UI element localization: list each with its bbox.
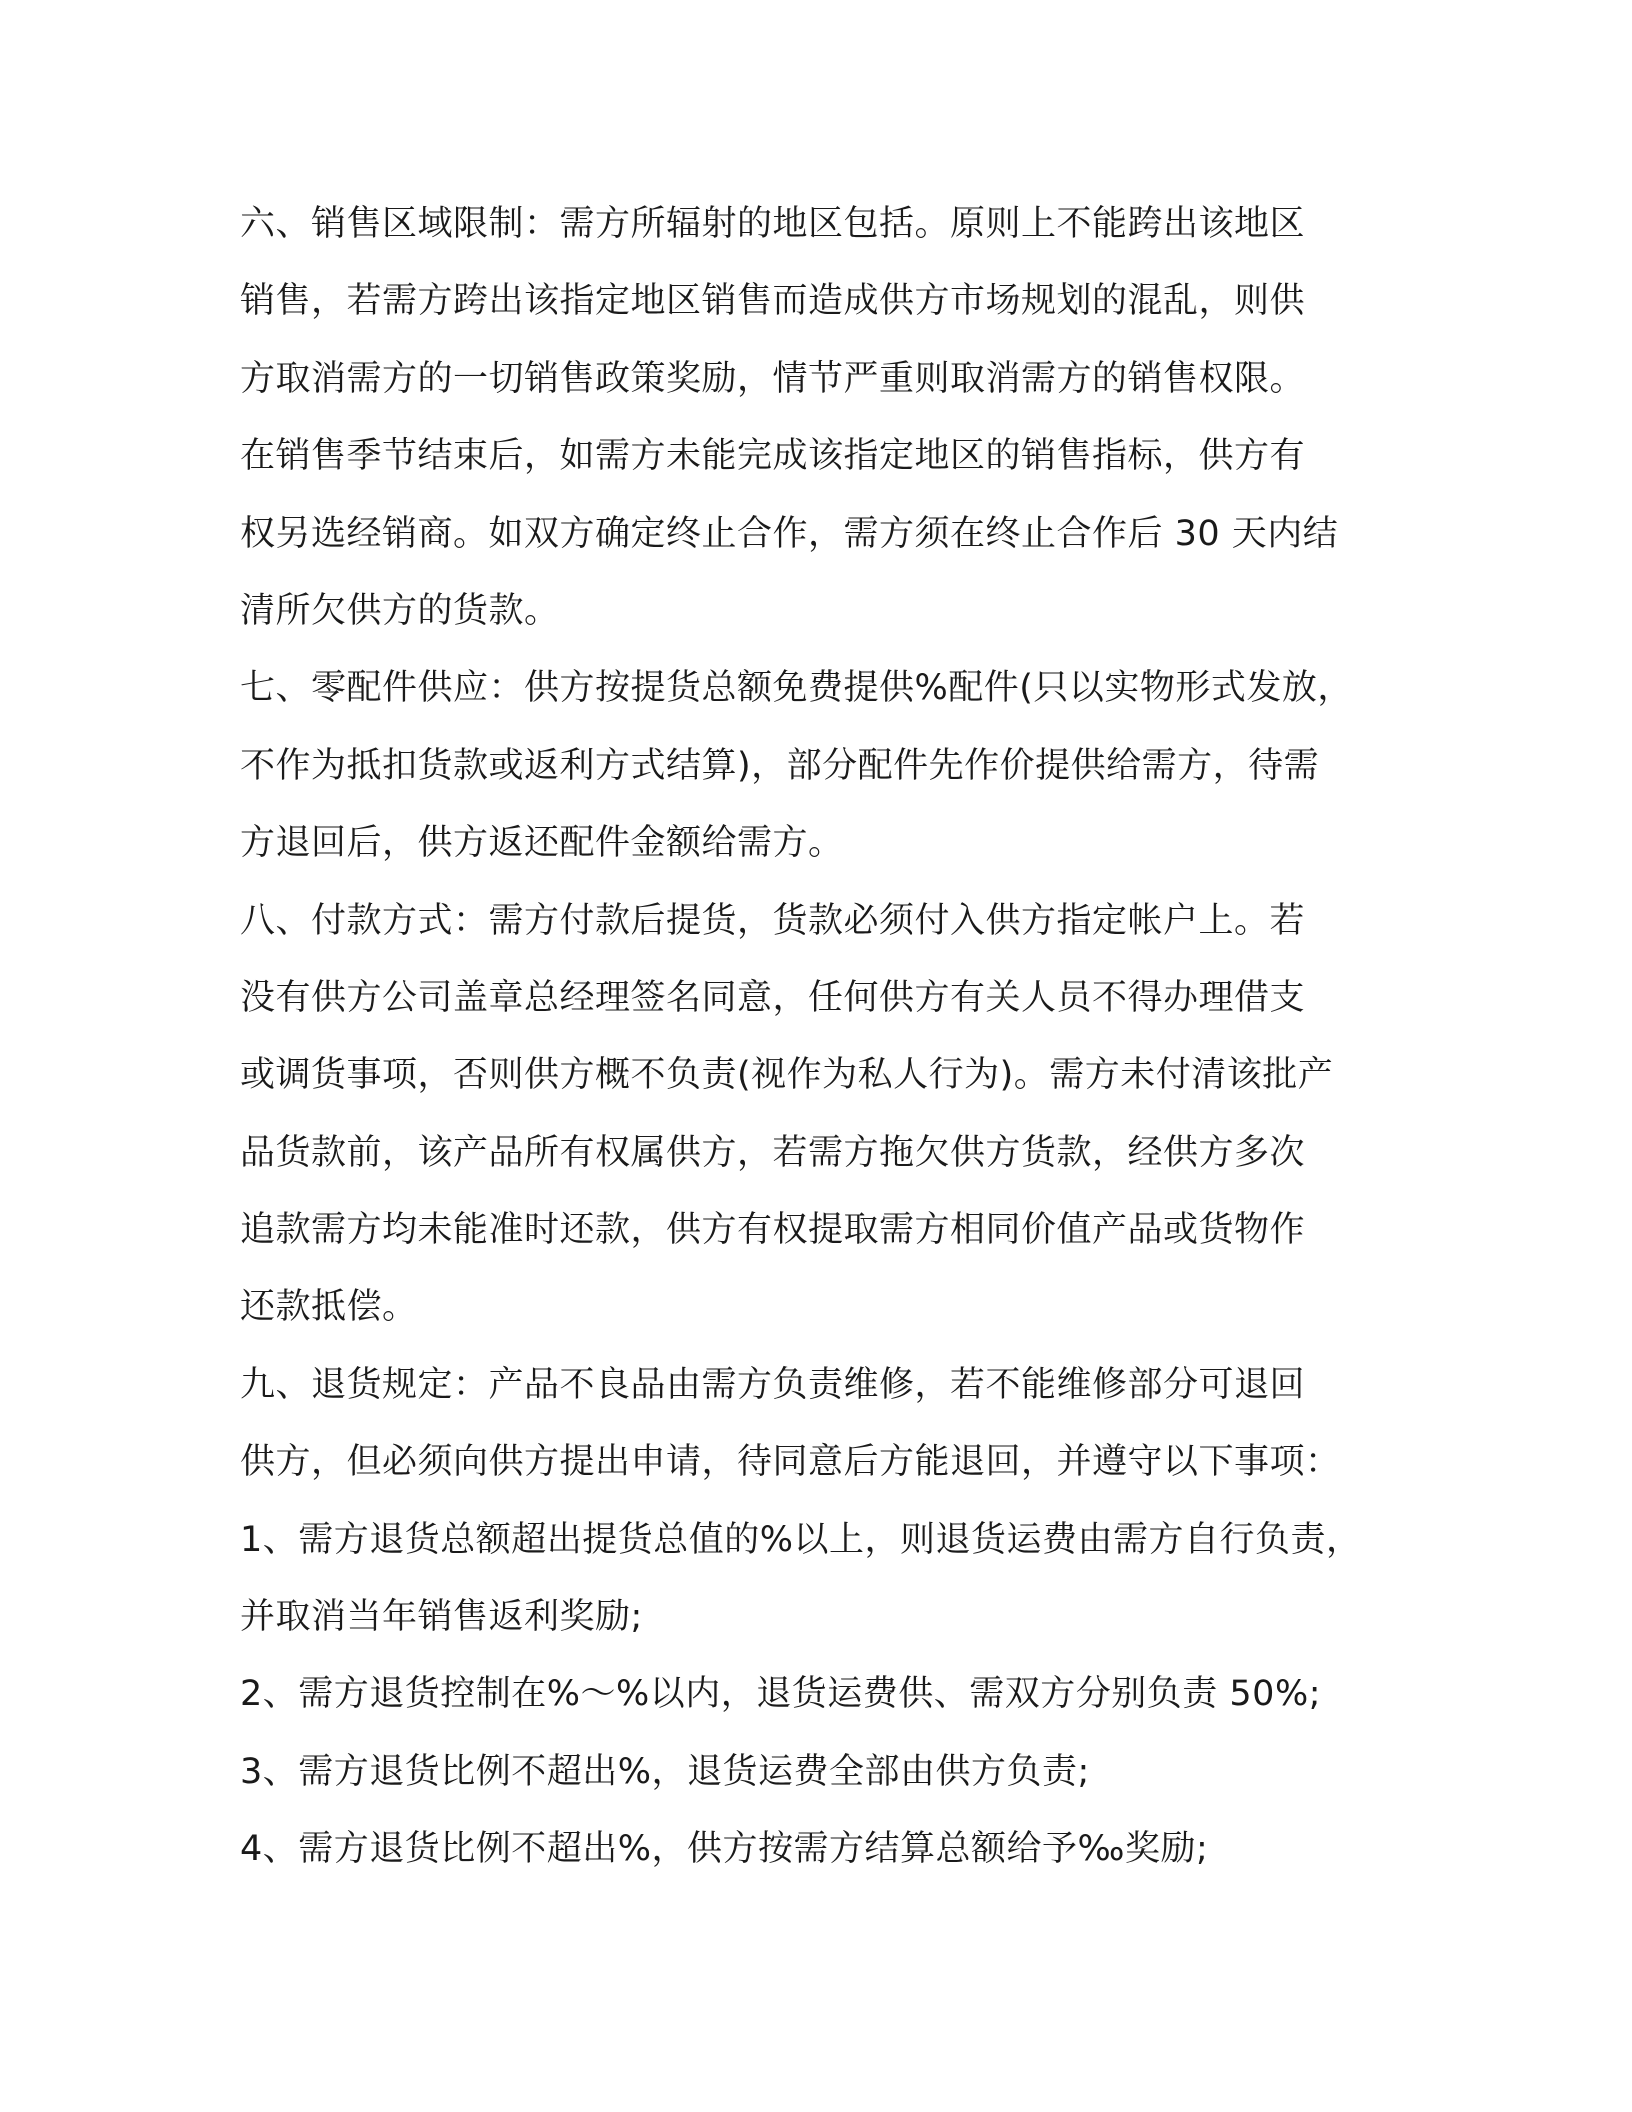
text-line: 或调货事项，否则供方概不负责(视作为私人行为)。需方未付清该批产 bbox=[240, 1055, 1334, 1096]
text-line: 七、零配件供应：供方按提货总额免费提供%配件(只以实物形式发放， bbox=[240, 668, 1353, 709]
text-line: 权另选经销商。如双方确定终止合作，需方须在终止合作后 30 天内结 bbox=[240, 513, 1339, 554]
text-line: 八、付款方式：需方付款后提货，货款必须付入供方指定帐户上。若 bbox=[240, 900, 1306, 941]
text-line: 还款抵偿。 bbox=[240, 1287, 418, 1328]
text-line: 销售，若需方跨出该指定地区销售而造成供方市场规划的混乱，则供 bbox=[240, 281, 1306, 322]
text-line: 供方，但必须向供方提出申请，待同意后方能退回，并遵守以下事项： bbox=[240, 1442, 1341, 1483]
text-line: 品货款前，该产品所有权属供方，若需方拖欠供方货款，经供方多次 bbox=[240, 1132, 1306, 1173]
text-line: 2、需方退货控制在%～%以内，退货运费供、需双方分别负责 50%; bbox=[240, 1674, 1321, 1715]
document-body bbox=[240, 186, 1410, 1889]
text-line: 清所欠供方的货款。 bbox=[240, 590, 560, 631]
text-line: 在销售季节结束后，如需方未能完成该指定地区的销售指标，供方有 bbox=[240, 436, 1306, 477]
text-line: 六、销售区域限制：需方所辐射的地区包括。原则上不能跨出该地区 bbox=[240, 204, 1306, 244]
text-line: 方退回后，供方返还配件金额给需方。 bbox=[240, 823, 844, 864]
text-line: 不作为抵扣货款或返利方式结算)，部分配件先作价提供给需方，待需 bbox=[240, 745, 1320, 786]
text-line: 3、需方退货比例不超出%，退货运费全部由供方负责; bbox=[240, 1751, 1090, 1792]
text-line: 没有供方公司盖章总经理签名同意，任何供方有关人员不得办理借支 bbox=[240, 977, 1306, 1018]
text-line: 并取消当年销售返利奖励; bbox=[240, 1597, 643, 1638]
text-line: 方取消需方的一切销售政策奖励，情节严重则取消需方的销售权限。 bbox=[240, 358, 1306, 399]
text-line: 追款需方均未能准时还款，供方有权提取需方相同价值产品或货物作 bbox=[240, 1210, 1306, 1251]
text-line: 4、需方退货比例不超出%，供方按需方结算总额给予‰奖励; bbox=[240, 1829, 1209, 1870]
text-line: 九、退货规定：产品不良品由需方负责维修，若不能维修部分可退回 bbox=[240, 1364, 1306, 1405]
text-line: 1、需方退货总额超出提货总值的%以上，则退货运费由需方自行负责， bbox=[240, 1519, 1362, 1560]
